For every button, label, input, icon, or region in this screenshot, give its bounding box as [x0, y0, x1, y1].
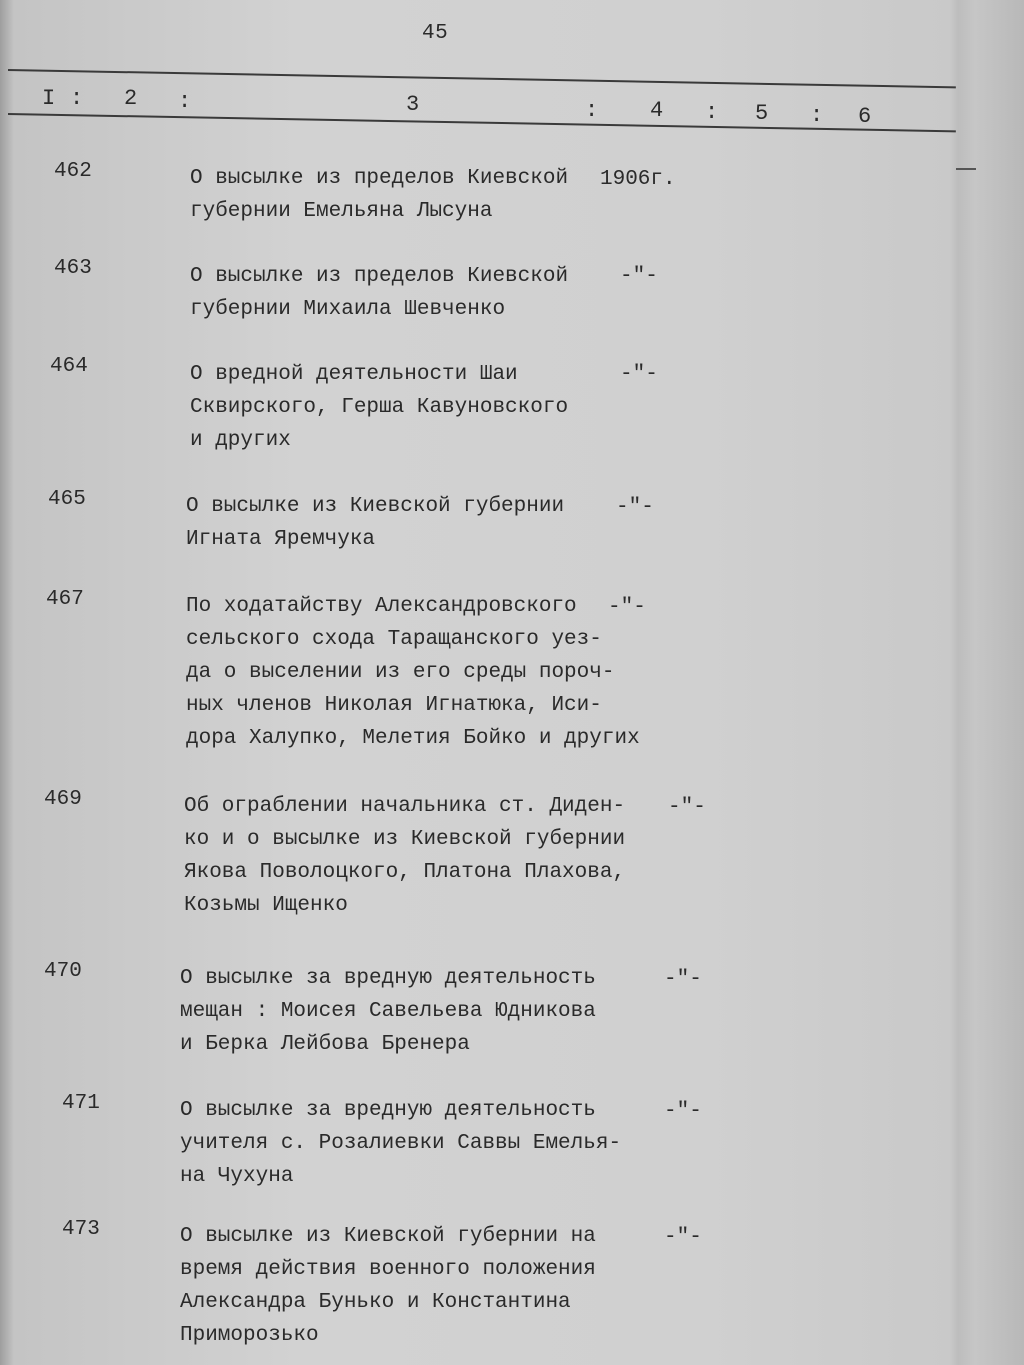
entry-number: 473 — [62, 1218, 100, 1241]
desc-line: О высылке из пределов Киевской — [190, 167, 569, 190]
desc-line: время действия военного положения — [180, 1258, 596, 1281]
desc-line: Сквирского, Герша Кавуновского — [190, 396, 569, 419]
entry-description — [186, 590, 640, 755]
desc-line: мещан : Моисея Савельева Юдникова — [180, 1000, 596, 1023]
desc-line: Якова Поволоцкого, Платона Плахова, — [184, 861, 626, 884]
desc-line: ных членов Николая Игнатюка, Иси- — [186, 694, 602, 717]
entry-description — [190, 358, 568, 457]
entry-year: -"- — [664, 968, 702, 991]
column-separator: : — [178, 89, 192, 114]
column-header-4: 4 — [650, 98, 664, 123]
column-header-3: 3 — [406, 92, 420, 117]
desc-line: О высылке из Киевской губернии на — [180, 1225, 596, 1248]
entry-number: 469 — [44, 788, 82, 811]
entry-description — [184, 790, 625, 922]
entry-number: 470 — [44, 960, 82, 983]
desc-line: дора Халупко, Мелетия Бойко и других — [186, 727, 640, 750]
column-separator: : — [810, 103, 824, 128]
column-separator: : — [70, 86, 84, 111]
column-header-5: 5 — [755, 101, 769, 126]
desc-line: да о выселении из его среды пороч- — [186, 661, 615, 684]
desc-line: губернии Емельяна Лысуна — [190, 200, 493, 223]
desc-line: сельского схода Таращанского уез- — [186, 628, 602, 651]
entry-description — [186, 490, 564, 556]
header-top-rule — [8, 69, 956, 88]
desc-line: на Чухуна — [180, 1165, 294, 1188]
desc-line: По ходатайству Александровского — [186, 595, 577, 618]
desc-line: Козьмы Ищенко — [184, 894, 348, 917]
entry-description — [190, 162, 568, 228]
entry-number: 464 — [50, 355, 88, 378]
entry-description — [180, 962, 596, 1061]
column-header-6: 6 — [858, 104, 872, 129]
entry-year: 1906г. — [600, 168, 676, 191]
desc-line: О высылке за вредную деятельность — [180, 967, 596, 990]
entry-year: -"- — [620, 265, 658, 288]
column-separator: : — [585, 98, 599, 123]
desc-line: Игната Яремчука — [186, 528, 376, 551]
entry-description — [190, 260, 568, 326]
page-edge-mark — [956, 168, 976, 170]
entry-number: 467 — [46, 588, 84, 611]
entry-year: -"- — [668, 796, 706, 819]
entry-year: -"- — [616, 496, 654, 519]
entry-year: -"- — [664, 1100, 702, 1123]
column-separator: : — [705, 100, 719, 125]
entry-number: 471 — [62, 1092, 100, 1115]
desc-line: О высылке за вредную деятельность — [180, 1099, 596, 1122]
entry-number: 463 — [54, 257, 92, 280]
entry-description — [180, 1094, 621, 1193]
desc-line: Александра Бунько и Константина — [180, 1291, 571, 1314]
page-number: 45 — [422, 22, 449, 45]
entry-year: -"- — [608, 596, 646, 619]
entry-description — [180, 1220, 596, 1352]
entry-number: 465 — [48, 488, 86, 511]
desc-line: и Берка Лейбова Бренера — [180, 1033, 470, 1056]
entry-year: -"- — [664, 1226, 702, 1249]
desc-line: О высылке из Киевской губернии — [186, 495, 565, 518]
desc-line: учителя с. Розалиевки Саввы Емелья- — [180, 1132, 622, 1155]
desc-line: и других — [190, 429, 291, 452]
column-header-2: 2 — [124, 86, 138, 111]
desc-line: О вредной деятельности Шаи — [190, 363, 518, 386]
entry-number: 462 — [54, 160, 92, 183]
desc-line: ко и о высылке из Киевской губернии — [184, 828, 626, 851]
desc-line: О высылке из пределов Киевской — [190, 265, 569, 288]
desc-line: губернии Михаила Шевченко — [190, 298, 506, 321]
column-header-1: I — [42, 86, 56, 111]
desc-line: Приморозько — [180, 1324, 319, 1347]
entry-year: -"- — [620, 363, 658, 386]
desc-line: Об ограблении начальника ст. Диден- — [184, 795, 626, 818]
